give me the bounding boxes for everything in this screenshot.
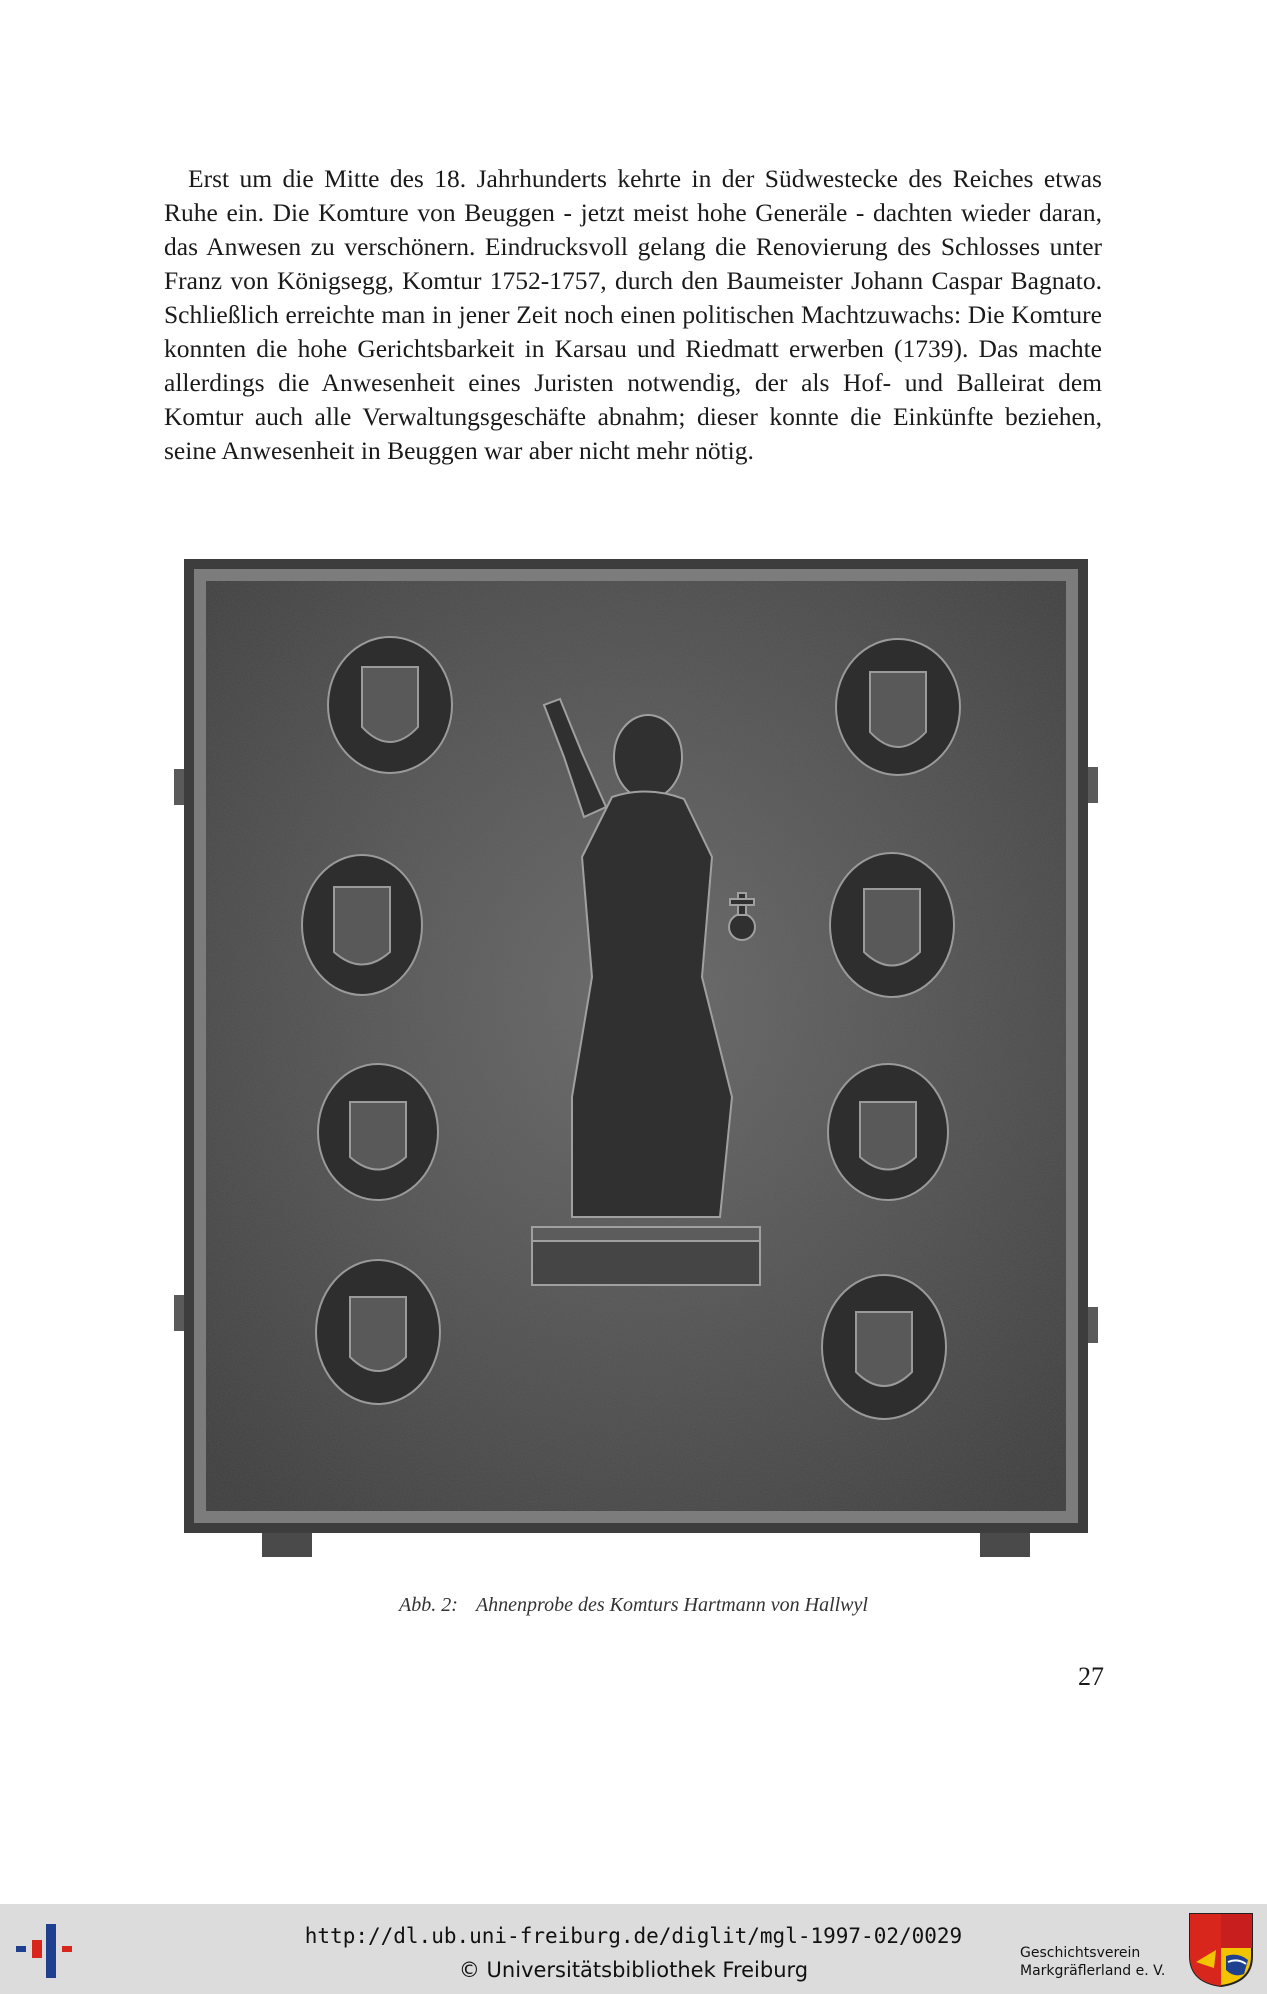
society-name-line1: Geschichtsverein [1020,1945,1141,1961]
figure-cast-iron-plate [172,557,1100,1569]
page-number: 27 [1078,1662,1104,1691]
caption-text: Ahnenprobe des Komturs Hartmann von Hallwyl [475,1594,868,1616]
figure-caption [0,1594,1267,1617]
society-name [1020,1944,1180,1980]
society-name-line2: Markgräflerland e. V. [1020,1963,1166,1979]
body-paragraph: Erst um die Mitte des 18. Jahrhunderts kehrte in der Südwestecke des Reiches etwas Ruhe ein. Die Komture von Beuggen - jetzt meist hohe Generäle - dachten wieder daran, das Anwesen zu verschönern. Eindrucksvoll gelang die Renovierung des Schlosses unter Franz von Königsegg, Komtur 1752-1757, durch den Baumeister Johann Caspar Bagnato. Schließlich erreichte man in jener Zeit noch einen politischen Machtzuwachs: Die Komture konnten die hohe Gerichtsbarkeit in Karsau und Riedmatt erwerben (1739). Das machte allerdings die Anwesenheit eines Juristen notwendig, der als Hof- und Balleirat dem Komtur auch alle Verwaltungsgeschäfte abnahm; dieser konnte die Einkünfte beziehen, seine Anwesenheit in Beuggen war aber nicht mehr nötig. [164,164,1102,465]
cast-iron-plate-image [172,557,1100,1569]
footer-copyright: © Universitätsbibliothek Freiburg [458,1958,809,1982]
footer-bar [0,1904,1267,1994]
caption-label: Abb. 2: [399,1594,458,1616]
footer-url-link[interactable]: http://dl.ub.uni-freiburg.de/diglit/mgl-1997-02/0029 [304,1924,963,1948]
body-text [164,162,1102,468]
society-crest-icon [1188,1912,1254,1988]
